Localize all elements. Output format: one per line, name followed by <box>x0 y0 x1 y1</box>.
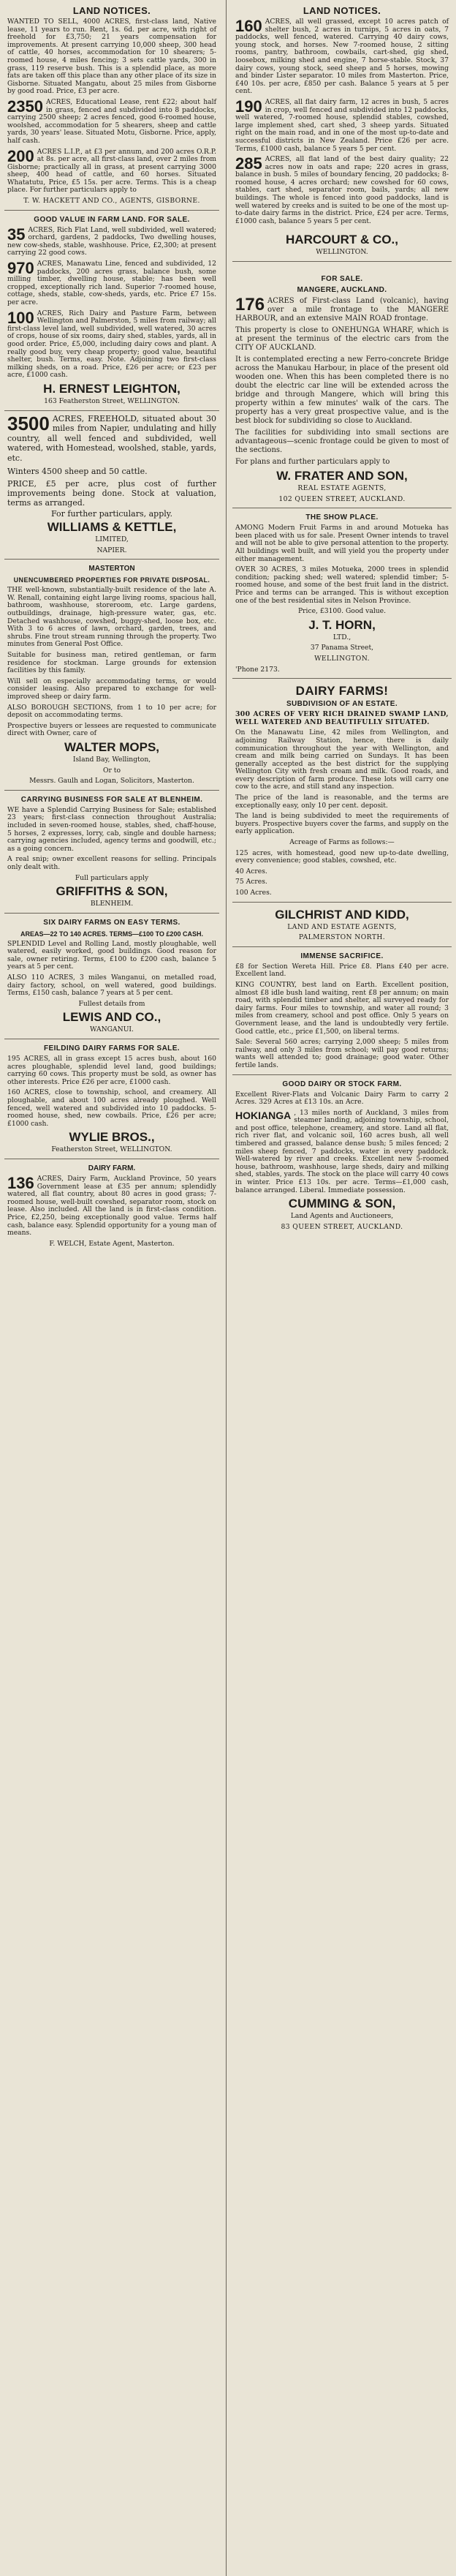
agent-name: GILCHRIST AND KIDD, <box>275 907 409 922</box>
ad-masterton <box>4 560 219 790</box>
section-subheading: MANGERE, AUCKLAND. <box>297 286 387 295</box>
section-heading: FEILDING DAIRY FARMS FOR SALE. <box>44 1044 180 1053</box>
agent-address: 83 QUEEN STREET, AUCKLAND. <box>281 1222 403 1231</box>
ad-paragraph: KING COUNTRY, best land on Earth. Excellent position, almost £8 idle bush land waiting, rent £8 per annum; on main road, with splendid timber and shelter, all surveyed ready for dairy farms. Four miles to township, and water all round; 3 miles from creamery, school and post office. Only 5 years on Government lease, and the land is undoubtedly very fertile. Good cattle, etc., price £1,500, on liberal terms. <box>235 980 449 1036</box>
agent-sub: REAL ESTATE AGENTS, <box>297 484 387 493</box>
agent-name: WALTER MOPS, <box>64 739 159 754</box>
ad-paragraph: WANTED TO SELL, 4000 ACRES, first-class land, Native lease, 11 years to run. Rent, 1s. 6d. per acre, with right of freehold for £3,750; 21 years compensation for improvements. At present carrying 10,000 sheep, 300 head of cattle, 40 horses, accommodation for 10 shearers; 5-roomed house, 4 miles fencing; 3 sets cattle yards, 300 in grass, 119 reserve bush. This is a splendid place, as more fats are taken off this place than any other place of its size in Gisborne. Situated Mangatu, about 25 miles from Gisborne by good road. Price, £3 per acre. <box>7 18 216 96</box>
ad-gisborne-land <box>4 0 219 211</box>
agent-name: WILLIAMS & KETTLE, <box>47 520 177 535</box>
ad-paragraph: 35 ACRES, Rich Flat Land, well subdivided, well watered; orchard, gardens, 2 paddocks, Two dwelling houses, new cow-sheds, stable, washhouse. Price, £2,300; at present carrying 22 good cows. <box>7 225 216 257</box>
ad-dairy-farms <box>232 679 452 902</box>
ad-blenheim-carrying <box>4 791 219 914</box>
ad-auckland-dairy <box>4 1159 219 1252</box>
ad-paragraph: 200 ACRES L.I.P., at £3 per annum, and 200 acres O.R.P. at 8s. per acre, all first-class land, over 2 miles from Gisborne; practically all in grass, at present carrying 3000 sheep, 400 head of cattle, and 60 horses. Situated Whatatutu, Price, £5 15s. per acre. Terms. This is a cheap place. For further particulars apply to <box>7 146 216 195</box>
ad-paragraph: 125 acres, with homestead, good new up-to-date dwelling, every convenience; good stables, cowshed, etc. <box>235 848 449 865</box>
section-subheading: UNENCUMBERED PROPERTIES FOR PRIVATE DISPOSAL. <box>13 576 210 584</box>
agent-address: Featherston Street, WELLINGTON. <box>51 1145 172 1154</box>
agent-signature: T. W. HACKETT AND CO., AGENTS, GISBORNE. <box>23 197 200 206</box>
section-subheading: SUBDIVISION OF AN ESTATE. <box>286 700 398 709</box>
ad-paragraph: Winters 4500 sheep and 50 cattle. <box>7 466 148 476</box>
ad-paragraph: 100 ACRES, Rich Dairy and Pasture Farm, between Wellington and Palmerston, 5 miles from railway; all first-class level land, well subdivided, well watered, 30 acres of crops, house of six rooms, dairy shed, stables, yards, all in good order. Price, £5,000, including dairy cows and plant. A really good buy, very cheap property; good value, beautiful shelter, bush. Terms, easy. Note. Adjoining two first-class milking sheds, on a road. Price, £26 per acre; or £23 per acre, £1000 cash. <box>7 308 216 380</box>
agent-sub: LAND AND ESTATE AGENTS, <box>287 922 397 931</box>
ad-paragraph: 136 ACRES, Dairy Farm, Auckland Province, 50 years Government lease at £35 per annum; splendidly watered, all flat country, about 80 acres in good grass; 7-roomed house, well-built cowshed, separator room, stock on lease. Also included. All the land is in first-class condition. Price, £2,250, being exceptionally good value. Terms half cash, balance easy. Splendid opportunity for a young man of means. <box>7 1173 216 1238</box>
agent-address: 37 Panama Street, <box>310 644 374 652</box>
acreage-figure: 200 <box>7 146 34 165</box>
agent-town: BLENHEIM. <box>90 900 134 908</box>
acreage-figure: 176 <box>235 295 265 315</box>
acreage-figure: 35 <box>7 225 26 244</box>
section-heading: IMMENSE SACRIFICE. <box>300 952 384 960</box>
acreage-figure: 970 <box>7 259 34 278</box>
section-heading: CARRYING BUSINESS FOR SALE AT BLENHEIM. <box>20 795 203 804</box>
agent-name: W. FRATER AND SON, <box>276 469 408 483</box>
list-item: 100 Acres. <box>235 889 272 897</box>
agent-phone: 'Phone 2173. <box>235 665 280 674</box>
ad-paragraph: A real snip; owner excellent reasons for selling. Principals only dealt with. <box>7 855 216 871</box>
ad-paragraph: HOKIANGA , 13 miles north of Auckland, 3 miles from steamer landing, adjoining township, school, and post office, telephone, creamery, and store. Land all flat, rich river flat, and volcanic soil, 160 acres bush, all well timbered and grassed, balance dense bush; 5 miles fenced; 2 miles sheep fenced, 7 paddocks, water in every paddock. Well-watered by river and creeks. Excellent new 5-roomed house, bathroom, washhouse, large sheds, dairy and milking shed, stables, yards. The stock on the place will carry 40 cows in winter. Price £13 10s. per acre. Terms—£1,000 cash, balance arranged. Liberal. Immediate possession. <box>235 1108 449 1194</box>
agent-name: HARCOURT & CO., <box>286 233 398 247</box>
section-heading: GOOD VALUE IN FARM LAND. FOR SALE. <box>34 215 190 224</box>
ad-paragraph: 285 ACRES, all flat land of the best dairy quality; 22 acres now in oats and rape; 220 acres in grass, balance in bush. 5 miles of boundary fencing, 20 paddocks; 8-roomed house, 4 acres orchard; new cowshed for 60 cows, stables, cart shed, separator room, bails, yards; all new buildings. The whole is fenced into good paddocks, land is well watered by creeks and is suited to be one of the most up-to-date dairy farms in the district. Price, £24 per acre. Terms, £1000 cash, balance 5 years 5 per cent. <box>235 154 449 225</box>
section-heading: SIX DAIRY FARMS ON EASY TERMS. <box>43 918 180 927</box>
ad-paragraph: The price of the land is reasonable, and the terms are exceptionally easy, only 10 per cent. deposit. <box>235 794 449 810</box>
ad-feilding-dairy <box>4 1039 219 1159</box>
section-heading: DAIRY FARM. <box>88 1164 136 1172</box>
ad-mangere <box>232 262 452 508</box>
section-subheading: AREAS—22 TO 140 ACRES. TERMS—£100 TO £200 CASH. <box>20 930 203 938</box>
agent-town: PALMERSTON NORTH. <box>298 933 386 942</box>
ad-paragraph: ALSO 110 ACRES, 3 miles Wanganui, on metalled road, dairy factory, school, on well watered, good buildings. Terms, £150 cash, balance 7 years at 5 per cent. <box>7 973 216 998</box>
ad-paragraph: Prospective buyers or lessees are requested to communicate direct with Owner, care of <box>7 721 216 738</box>
ad-paragraph: The facilities for subdividing into small sections are advantageous—scenic frontage could be given to most of the sections. <box>235 429 449 455</box>
ad-paragraph: 195 ACRES, all in grass except 15 acres bush, about 160 acres ploughable, splendid level land, good buildings; carrying 60 cows. This property must be sold, as owner has other interests. Price £26 per acre, £1000 cash. <box>7 1055 216 1086</box>
ad-paragraph: 970 ACRES, Manawatu Line, fenced and subdivided, 12 paddocks, 200 acres grass, balance bush, some milling timber, dwelling house, stable; has been well cropped, exceptionally rich land. Superior 7-roomed house, cottage, sheds, stable, cow-sheds, yards, etc. Price £7 15s. per acre. <box>7 259 216 306</box>
ad-hokianga <box>232 1075 452 1236</box>
acreage-figure: 3500 <box>7 412 50 434</box>
ad-paragraph: Sale: Several 560 acres; carrying 2,000 sheep; 5 miles from railway, and only 3 miles from school; will pay good returns; wants well attended to; good drainage; good water. Other fertile lands. <box>235 1038 449 1069</box>
ad-paragraph: 190 ACRES, all flat dairy farm, 12 acres in bush, 5 acres in crop, well fenced and subdivided into 12 paddocks, well watered, 7-roomed house, splendid stables, cowshed, large implement shed, cart shed, 3 sheep yards. Situated right on the main road, and in one of the most up-to-date and successful districts in New Zealand. Price £26 per acre. Terms, £1000 cash, balance 5 years 5 per cent. <box>235 97 449 153</box>
ad-paragraph: THE well-known, substantially-built residence of the late A. W. Renall, containing eight large living rooms, spacious hall, bathroom, washhouse, storeroom, etc. Large gardens, outbuildings, drainage, high-pressure water, gas, etc. Detached washhouse, cowshed, buggy-shed, loose box, etc. With 3 to 6 acres of lawn, orchard, garden, trees, and shrubs. Fine trout stream running through the property. Two minutes from General Post Office. <box>7 586 216 649</box>
ad-paragraph: SPLENDID Level and Rolling Land, mostly ploughable, well watered, easily worked, good buildings. Good reason for sale, owner retiring. Terms, £100 to £200 cash, balance 5 years at 5 per cent. <box>7 939 216 971</box>
ad-paragraph: AMONG Modern Fruit Farms in and around Motueka has been placed with us for sale. Present Owner intends to travel and will not be able to give personal attention to the property. All buildings well built, and will yield you the property under either management. <box>235 524 449 563</box>
ad-paragraph: Excellent River-Flats and Volcanic Dairy Farm to carry 2 Acres. 329 Acres at £13 10s. an Acre. <box>235 1090 449 1107</box>
ad-paragraph: For further particulars, apply. <box>50 508 172 519</box>
ad-paragraph: Fullest details from <box>78 999 145 1008</box>
section-heading: GOOD DAIRY OR STOCK FARM. <box>282 1080 402 1088</box>
place-figure: HOKIANGA <box>235 1109 292 1121</box>
ad-paragraph: £8 for Section Wereta Hill. Price £8. Plans £40 per acre. Excellent land. <box>235 962 449 979</box>
agent-town: WELLINGTON. <box>316 248 368 257</box>
agent-name: J. T. HORN, <box>308 617 376 632</box>
agent-sub: LIMITED, <box>95 535 129 544</box>
section-heading: FOR SALE. <box>321 275 363 284</box>
agent-name: H. ERNEST LEIGHTON, <box>43 381 180 396</box>
ad-wanganui-dairy <box>4 914 219 1039</box>
acreage-figure: 100 <box>7 308 34 327</box>
ad-paragraph: Suitable for business man, retired gentleman, or farm residence for stockman. Large grounds for extension facilities by this family. <box>7 651 216 675</box>
ad-paragraph: This property is close to ONEHUNGA WHARF, which is at present the terminus of the electric cars from the CITY OF AUCKLAND. <box>235 326 449 353</box>
ad-paragraph: For plans and further particulars apply to <box>235 458 390 467</box>
agent-sub: Or to <box>102 766 121 775</box>
list-item: 75 Acres. <box>235 878 267 886</box>
ad-paragraph: On the Manawatu Line, 42 miles from Wellington, and adjoining Railway Station, hence, there is daily communication throughout the year with Wellington, and cream and milk being carried on Sundays. It has been generally accepted as the best district for the supplying Wellington City with fresh cream and milk. Good roads, and every description of farm produce. These lots will carry one cow to the acre, and still stand any inspection. <box>235 728 449 791</box>
agent-address: 163 Featherston Street, WELLINGTON. <box>44 396 180 405</box>
ad-harcourt-land <box>232 0 452 262</box>
agent-name: GRIFFITHS & SON, <box>56 884 168 899</box>
ad-paragraph: 2350 ACRES, Educational Lease, rent £22; about half in grass, fenced and subdivided into 8 paddocks, carrying 2500 sheep; 2 acres fenced, good 6-roomed house, woolshed, accommodation for 5 shearers, sheep and cattle yards, 30 years' lease. Situated Motu, Gisborne. Price, apply, half cash. <box>7 97 216 145</box>
agent-signature: F. WELCH, Estate Agent, Masterton. <box>49 1239 175 1248</box>
section-heading: DAIRY FARMS! <box>295 684 389 698</box>
ad-paragraph: 160 ACRES, close to township, school, and creamery. All ploughable, and about 100 acres already ploughed. Well fenced, well watered and subdivided into 10 paddocks. 5-roomed house, shed, new cowbails. Price, £26 per acre; £1000 cash. <box>7 1088 216 1128</box>
agent-sub: Island Bay, Wellington, <box>72 755 151 764</box>
section-heading: MASTERTON <box>88 565 135 573</box>
ad-paragraph: PRICE, £5 per acre, plus cost of further improvements being done. Stock at valuation, terms as arranged. <box>7 478 216 508</box>
agent-sub: Messrs. Gaulh and Logan, Solicitors, Masterton. <box>29 777 194 786</box>
agent-town: NAPIER. <box>96 546 127 554</box>
ad-paragraph: Acreage of Farms as follows:— <box>289 838 395 847</box>
ad-paragraph: Will sell on especially accommodating terms, or would consider leasing. Also prepared to exchange for well-improved sheep or dairy farm. <box>7 677 216 701</box>
ad-paragraph: It is contemplated erecting a new Ferro-concrete Bridge across the Manukau Harbour, in place of the present old wooden one. When this has been completed there is no doubt the electric car line will be extended across the bridge and through Mangere, which will bring this property within a few minutes' walk of the cars. The property has a very great prospective value, and is the best block for subdividing so close to Auckland. <box>235 355 449 426</box>
ad-paragraph: Price, £3100. Good value. <box>297 607 387 616</box>
agent-sub: LTD., <box>332 633 352 641</box>
acreage-figure: 285 <box>235 154 262 173</box>
ad-good-value-farm <box>4 211 219 411</box>
ad-immense-sacrifice <box>232 947 452 1075</box>
ad-paragraph: 160 ACRES, all well grassed, except 10 acres patch of shelter bush, 2 acres in turnips, 5 acres in oats, 7 paddocks, well fenced, watered. Carrying 40 dairy cows, young stock, and horses. New 7-roomed house, 2 sitting rooms, pantry, bathroom, cowbails, cart-shed, gig shed, loosebox, milking shed and engine, 7 horse-stable. Stock, 37 dairy cows, young stock, seed sheep and 5 horses, mowing and binder Lister separator. 10 miles from Masterton. Price, £40 10s. per acre, £850 per cash. Balance 5 years at 5 per cent. <box>235 17 449 96</box>
acreage-figure: 190 <box>235 97 262 116</box>
section-heading: LAND NOTICES. <box>72 5 151 16</box>
agent-name: CUMMING & SON, <box>288 1197 396 1211</box>
agent-address: 102 QUEEN STREET, AUCKLAND. <box>278 494 406 503</box>
ad-show-place <box>232 508 452 679</box>
ad-lead: 300 ACRES OF VERY RICH DRAINED SWAMP LAND, WELL WATERED AND BEAUTIFULLY SITUATED. <box>235 710 449 726</box>
agent-name: WYLIE BROS., <box>69 1130 155 1145</box>
list-item: 40 Acres. <box>235 867 267 875</box>
acreage-figure: 2350 <box>7 97 43 116</box>
agent-town: WELLINGTON. <box>314 654 370 663</box>
agent-name: LEWIS AND CO., <box>62 1010 162 1025</box>
column-rule <box>226 0 227 2576</box>
right-column <box>232 0 452 1235</box>
acreage-figure: 136 <box>7 1173 34 1192</box>
ad-paragraph: Full particulars apply <box>75 873 149 882</box>
ad-paragraph: ALSO BOROUGH SECTIONS, from 1 to 10 per acre; for deposit on accommodating terms. <box>7 703 216 720</box>
ad-paragraph: 176 ACRES of First-class Land (volcanic), having over a mile frontage to the MANGERE HARBOUR, and an extensive MAIN ROAD frontage. <box>235 295 449 323</box>
ad-napier-freehold <box>4 411 219 560</box>
ad-paragraph: OVER 30 ACRES, 3 miles Motueka, 2000 trees in splendid condition; packing shed; well watered; splendid timber; 5-roomed house, and some of the best fruit land in the district. Price and terms can be arranged. This is without exception one of the best residential sites in Nelson Province. <box>235 565 449 605</box>
agent-town: WANGANUI. <box>90 1025 134 1034</box>
left-column <box>4 0 219 1252</box>
ad-paragraph: WE have a Splendid Carrying Business for Sale; established 23 years; first-class connection throughout Australia; included in seven-roomed house, stables, shed, chaff-house, 5 horses, 2 expresses, lorry, cab, single and double harness; carrying agencies included, agency terms and goodwill, etc.; as a going concern. <box>7 805 216 853</box>
section-heading: LAND NOTICES. <box>303 5 381 16</box>
section-heading: THE SHOW PLACE. <box>305 513 379 522</box>
ad-paragraph: 3500 ACRES, FREEHOLD, situated about 30 miles from Napier, undulating and hilly country, all well fenced and subdivided, well watered, with Homestead, woolshed, stable, yards, etc. <box>7 412 216 463</box>
acreage-figure: 160 <box>235 17 262 35</box>
ad-gilchrist-kidd <box>232 903 452 947</box>
ad-paragraph: The land is being subdivided to meet the requirements of buyers. Prospective buyers cover the farms, and supply on the early application. <box>235 812 449 836</box>
agent-sub: Land Agents and Auctioneers, <box>290 1212 394 1221</box>
